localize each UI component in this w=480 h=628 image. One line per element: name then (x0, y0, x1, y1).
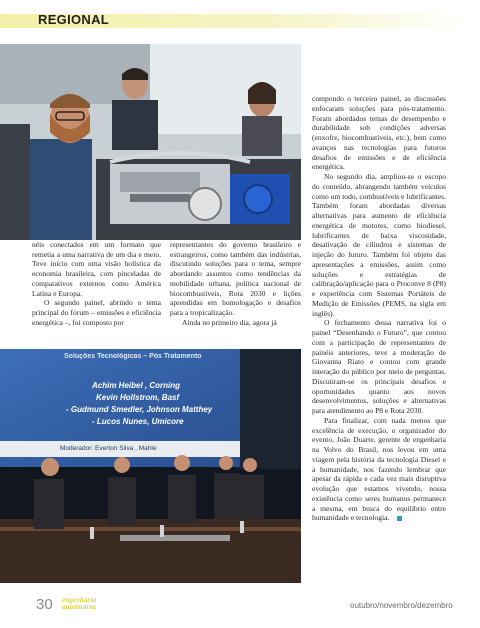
engine-demo-photo (0, 44, 301, 240)
paragraph: compondo o terceiro painel, as discussões enfocaram soluções para pós-tratamento. Foram abordados temas de desempenho e durabilidade sob condições adversas (enxofre, biocombustíveis, etc.), bem como avanços nas tecnologias para futuros desafios de emissões e de eficiência energética. (312, 94, 446, 172)
paragraph-final-text: Para finalizar, com nada menos que excelência de execução, o organizador do evento, João Duarte, gerente de engenharia na Volvo do Brasil, nos levou em uma viagem pela história da tecnologia Diesel e a humanidade, nos fazendo lembrar que apesar da rápida e cada vez mais disruptiva evolução que estamos vivendo, nossa existência como seres humanos permanece a mesma, em busca do equilíbrio entre humanidade e tecnologia. (312, 415, 446, 523)
slide-title: Soluções Tecnológicas – Pós Tratamento (64, 353, 202, 360)
slide-moderator: Moderador: Everton Silva , Mahle (60, 445, 157, 452)
slide-name: Kevin Hollstrom, Basf (96, 393, 180, 402)
paragraph-final (312, 416, 446, 523)
logo-line: automotiva (62, 602, 96, 611)
section-header (0, 8, 468, 32)
paragraph: O segundo painel, abrindo o tema principal do fórum – emissões e eficiência energética –, foi composto por (32, 298, 161, 327)
end-of-article-mark (397, 516, 402, 521)
text-column-right (312, 94, 446, 523)
engine-demo-illustration (0, 44, 301, 240)
paragraph: néis conectados em um formato que remetia a uma narrativa de um dia e meio. Teve início com uma visão holística da economia brasileira, com pinceladas de comparativos externos como América Latina e Europa. (32, 240, 161, 298)
slide-name: - Lucos Nunes, Umicore (92, 417, 184, 426)
paragraph: No segundo dia, ampliou-se o escopo do conteúdo, abrangendo também veículos como um todo, combustíveis e lubrificantes. Também foram abordadas diversas alternativas para aumento de eficiência energética de motores, como biodiesel, lubrificantes de baixa viscosidade, desativação de cilindros e sistemas de injeção do futuro. Também foi objeto das apresentações a emissões, assim como soluções e estratégias de calibração/aplicação para o Proconve 8 (P8) e experiência com Sistemas Portáteis de Medição de Emissões (PEMS, na sigla em inglês). (312, 172, 446, 318)
paragraph: representantes do governo brasileiro e estrangeiros, como também das indústrias, discutindo soluções para o tema, sempre abordando assuntos como tendências da mobilidade urbana, política nacional de biocombustíveis, Rota 2030 e lições aprendidas em homologação e desafios para a tropicalização. (170, 240, 301, 317)
paragraph: O fechamento dessa narrativa foi o painel “Desenhando o Futuro”, que contou com a participação de representantes de painéis anteriores, teve a moderação de Giovanna Riato e contou com grande interação do público por meio de perguntas. Discutiram-se os principais desafios e oportunidades quanto aos novos desenvolvimentos, soluções e alternativas para atendimento ao P8 e Rota 2030. (312, 318, 446, 415)
panel-stage-photo (0, 349, 301, 583)
slide-name: - Gudmund Smedler, Johnson Matthey (66, 405, 213, 414)
page-number: 30 (36, 596, 53, 613)
logo-line: engenharia (62, 595, 97, 604)
section-title: REGIONAL (38, 12, 110, 27)
text-column-middle (170, 240, 301, 327)
text-column-left (32, 240, 161, 327)
slide-name: Achim Heibel , Corning (92, 381, 181, 390)
magazine-logo (62, 596, 116, 614)
paragraph: Ainda no primeiro dia, agora já (182, 317, 277, 327)
issue-date: outubro/novembro/dezembro (350, 601, 453, 610)
